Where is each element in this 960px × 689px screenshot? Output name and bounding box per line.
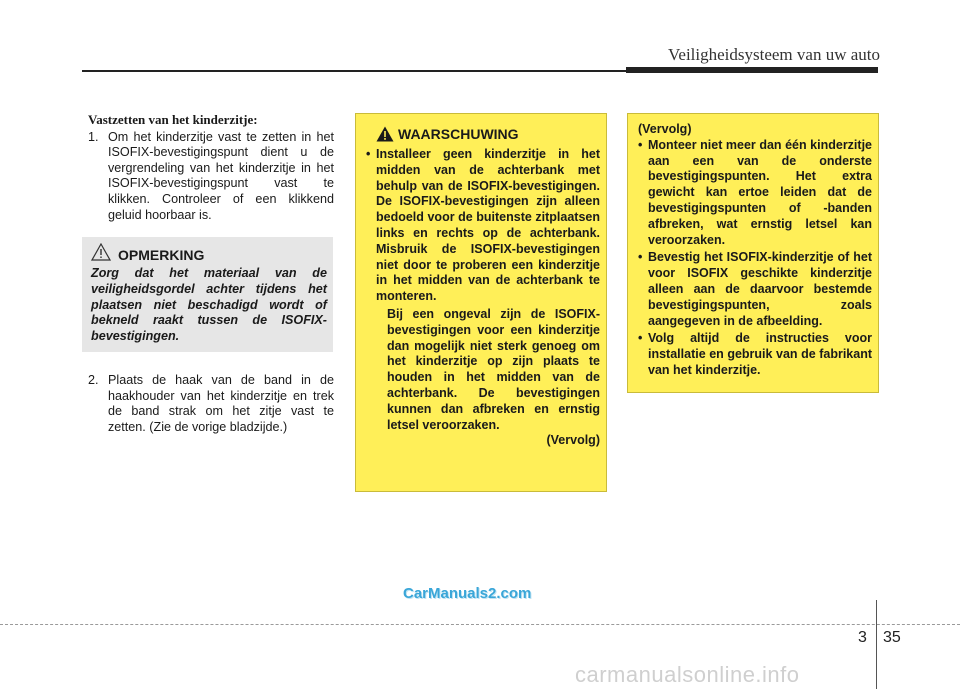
note-box xyxy=(82,237,333,352)
column-left-lower xyxy=(88,373,334,435)
warning2-bullet-3 xyxy=(638,331,872,378)
warning2-bullet-1-text: Monteer niet meer dan één kinderzitje aan een van de onderste bevestigingspunten. Het extra gewicht kan ertoe leiden dat de bevestigingspunten of -banden afbreken, wat ernstig letsel kan veroorzaken. xyxy=(648,137,872,247)
warning-title: WAARSCHUWING xyxy=(398,126,519,142)
header-rule xyxy=(82,70,626,72)
warning-continued: (Vervolg) xyxy=(546,433,600,448)
warning-continued-label: (Vervolg) xyxy=(638,122,692,136)
bullet-dot: • xyxy=(638,331,643,346)
step-2 xyxy=(88,373,334,435)
step-1-number: 1. xyxy=(88,129,99,144)
note-title: OPMERKING xyxy=(118,247,205,263)
warning-bullet-1 xyxy=(366,147,600,305)
step-1 xyxy=(88,130,334,224)
bullet-dot: • xyxy=(638,250,643,265)
step-1-text: Om het kinderzitje vast te zetten in het ISOFIX-bevestigingspunt dient u de vergrendeling van het kinderzitje in het ISOFIX-bevestigingspunt vast te klikken. Controleer of een klikkend geluid hoorbaar is. xyxy=(108,129,334,222)
page-number: 35 xyxy=(883,629,901,646)
header-rule-thick xyxy=(626,67,878,73)
page-number-divider xyxy=(876,600,877,689)
bullet-dot: • xyxy=(638,137,643,152)
step-2-number: 2. xyxy=(88,373,99,387)
warning-body xyxy=(366,147,600,449)
step-2-text: Plaats de haak van de band in de haakhouder van het kinderzitje en trek de band strak om het zitje vast te zetten. (Zie de vorige bladzijde.) xyxy=(108,373,334,434)
warning2-bullet-2 xyxy=(638,250,872,329)
warning-box xyxy=(355,113,607,492)
warning-continued-body xyxy=(638,122,872,381)
warning-bullet-1-text: Installeer geen kinderzitje in het midden van de achterbank met behulp van de ISOFIX-bevestigingen. De ISOFIX-bevestigingen zijn alleen bedoeld voor de buitenste zitplaatsen links en rechts op de achterbank. Misbruik de ISOFIX-bevestigingen niet door te proberen een kinderzitje in het midden van de achterbank te monteren. xyxy=(376,147,600,304)
column-left xyxy=(88,112,334,223)
carmanuals-watermark-link[interactable]: CarManuals2.com xyxy=(403,585,532,602)
warning2-bullet-2-text: Bevestig het ISOFIX-kinderzitje of het voor ISOFIX geschikte kinderzitje alleen aan de daarvoor bestemde bevestigingspunten, zoals aangegeven in de afbeelding. xyxy=(648,250,872,328)
note-body: Zorg dat het materiaal van de veiligheidsgordel achter tijdens het plaatsen niet beschadigd wordt of bekneld raakt tussen de ISOFIX-bevestigingen. xyxy=(91,266,327,344)
bullet-dot: • xyxy=(366,147,371,161)
bottom-watermark: carmanualsonline.info xyxy=(575,662,800,687)
footer-rule xyxy=(0,624,960,625)
warning-triangle-filled-icon xyxy=(376,126,394,147)
warning2-bullet-1 xyxy=(638,138,872,249)
section-heading: Vastzetten van het kinderzitje: xyxy=(88,112,258,127)
page-header-title: Veiligheidsysteem van uw auto xyxy=(668,45,880,64)
warning2-bullet-3-text: Volg altijd de instructies voor installatie en gebruik van de fabrikant van het kinderzitje. xyxy=(648,331,872,377)
warning-box-continued xyxy=(627,113,879,393)
chapter-number: 3 xyxy=(858,629,867,646)
warning-triangle-icon xyxy=(91,243,111,266)
warning-paragraph: Bij een ongeval zijn de ISOFIX-bevestigingen voor een kinderzitje dan mogelijk niet sterk genoeg om het kinderzitje op zijn plaats te houden in het midden van de achterbank. De bevestigingen kunnen dan afbreken en ernstig letsel veroorzaken. xyxy=(387,306,600,432)
